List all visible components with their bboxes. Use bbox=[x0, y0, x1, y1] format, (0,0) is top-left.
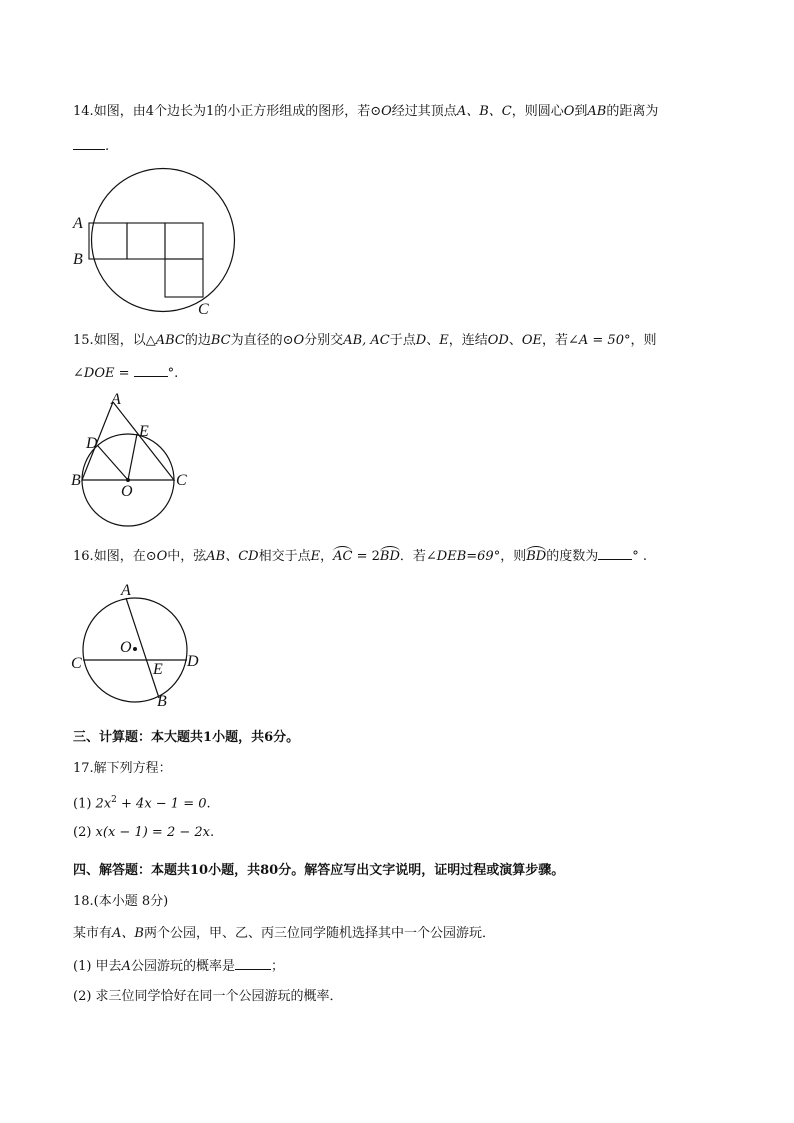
label-O: O bbox=[121, 483, 133, 500]
q17-part2: (2) x(x − 1) = 2 − 2x. bbox=[73, 825, 215, 840]
arc-BD-2: BD bbox=[526, 546, 546, 566]
arc-AC: AC bbox=[333, 546, 352, 566]
segment-OE bbox=[128, 434, 137, 480]
q15-figure bbox=[68, 390, 198, 530]
segment-OD bbox=[98, 446, 128, 480]
label-B: B bbox=[157, 693, 167, 710]
square-1 bbox=[89, 223, 127, 259]
q14-line1: 14.如图，由4个边长为1的小正方形组成的图形，若⊙O经过其顶点A、B、C，则圆心O到AB的距离为 bbox=[73, 104, 659, 119]
answer-blank[interactable] bbox=[598, 547, 632, 560]
label-B: B bbox=[73, 251, 83, 268]
center-dot bbox=[133, 647, 137, 651]
label-D: D bbox=[86, 435, 98, 452]
q16-figure bbox=[68, 580, 208, 710]
label-C: C bbox=[198, 301, 209, 316]
label-A: A bbox=[73, 215, 83, 232]
q16-line1: 16.如图，在⊙O中，弦AB、CD相交于点E，AC = 2BD．若∠DEB=69°，则BD的度数为 ° . bbox=[73, 546, 647, 566]
section3-heading: 三、计算题：本大题共1小题，共6分。 bbox=[73, 730, 300, 745]
q15-line1: 15.如图，以△ABC的边BC为直径的⊙O分别交AB, AC于点D、E，连结OD、OE，若∠A = 50°，则 bbox=[73, 333, 657, 348]
square-2 bbox=[127, 223, 165, 259]
q14-answer-line: . bbox=[73, 137, 109, 156]
square-4 bbox=[165, 259, 203, 297]
label-E: E bbox=[153, 661, 163, 678]
answer-blank[interactable] bbox=[134, 364, 168, 377]
label-A: A bbox=[121, 582, 131, 599]
center-dot bbox=[126, 478, 130, 482]
arc-BD: BD bbox=[380, 546, 400, 566]
q15-line2: ∠DOE = °. bbox=[73, 366, 179, 381]
label-B: B bbox=[71, 472, 81, 489]
q18-part1: (1) 甲去A公园游玩的概率是 ； bbox=[73, 959, 284, 974]
q14-figure bbox=[70, 166, 250, 316]
answer-blank[interactable] bbox=[235, 957, 271, 970]
label-E: E bbox=[139, 423, 149, 440]
q18-stem: 某市有A、B两个公园，甲、乙、丙三位同学随机选择其中一个公园游玩． bbox=[73, 926, 495, 941]
answer-blank[interactable] bbox=[73, 137, 105, 150]
q18-title: 18.(本小题 8分) bbox=[73, 894, 169, 909]
label-D: D bbox=[187, 653, 199, 670]
label-C: C bbox=[71, 655, 82, 672]
square-3 bbox=[165, 223, 203, 259]
circle bbox=[92, 169, 235, 312]
q17-part1: (1) $2x^2 + 4x - 1 = 0$. bbox=[73, 795, 211, 812]
label-C: C bbox=[176, 472, 187, 489]
q18-part2: (2) 求三位同学恰好在同一个公园游玩的概率． bbox=[73, 989, 343, 1004]
q17-title: 17.解下列方程： bbox=[73, 761, 172, 776]
section4-heading: 四、解答题：本题共10小题，共80分。解答应写出文字说明，证明过程或演算步骤。 bbox=[73, 863, 565, 878]
label-O: O bbox=[120, 639, 132, 656]
label-A: A bbox=[111, 391, 121, 408]
